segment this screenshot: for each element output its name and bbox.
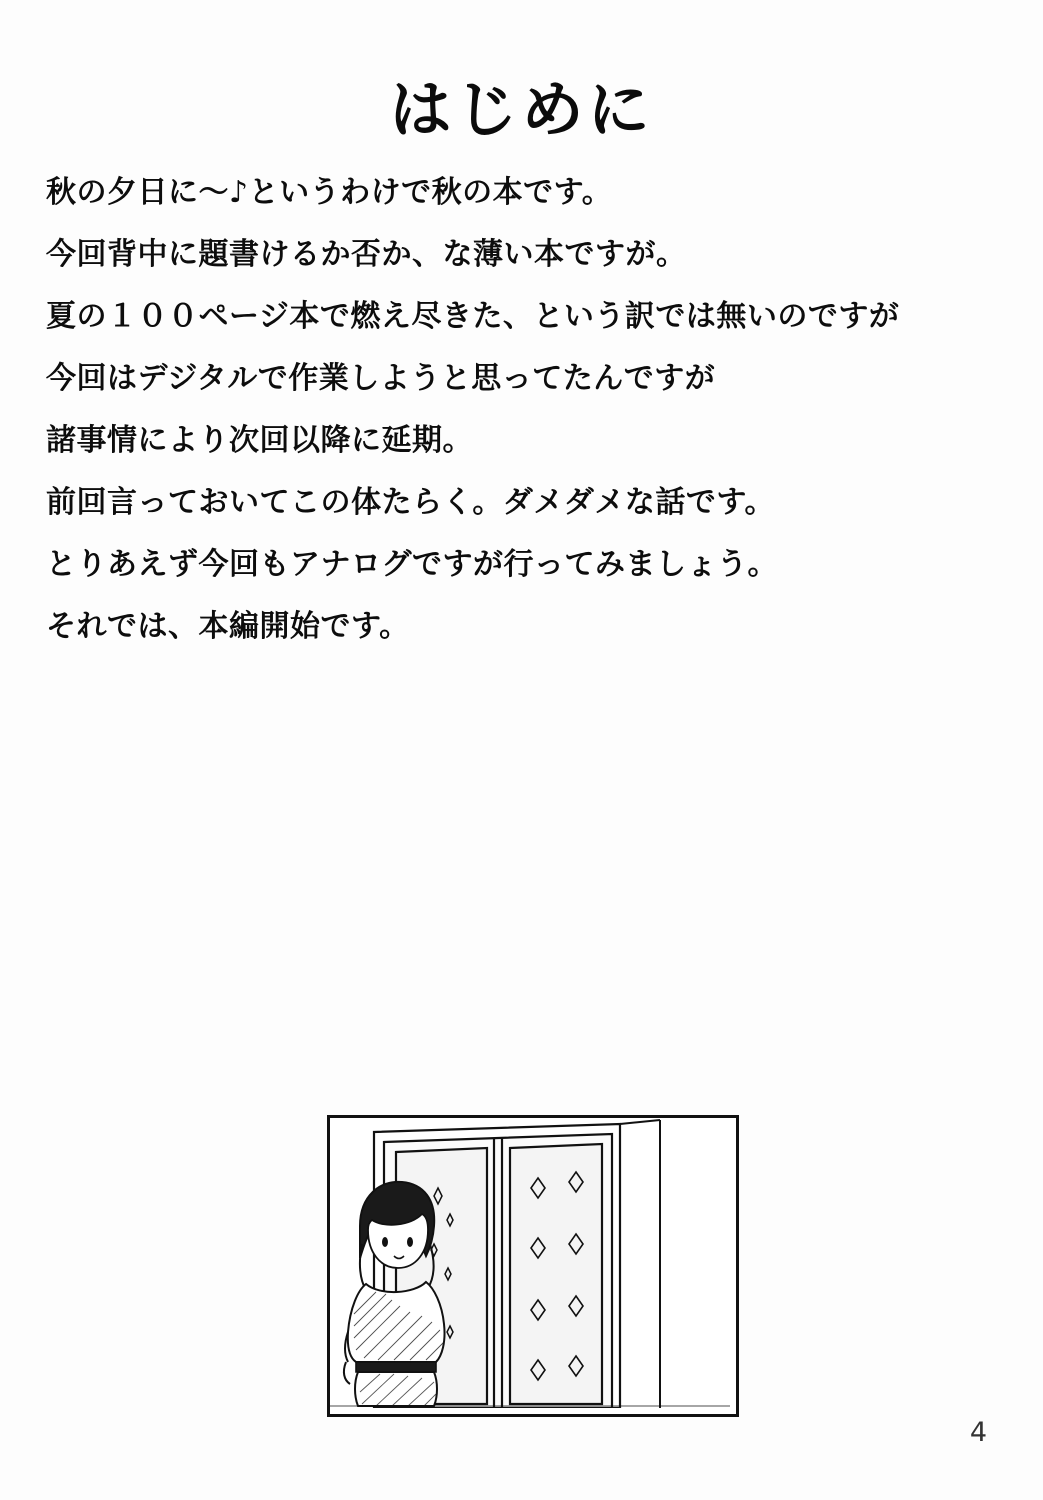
illustration-drawing	[330, 1118, 730, 1408]
illustration-frame	[327, 1115, 739, 1417]
paragraph-4: 今回はデジタルで作業しようと思ってたんですが	[46, 361, 716, 396]
page-title: はじめに	[389, 73, 654, 146]
paragraph-1: 秋の夕日に〜♪というわけで秋の本です。	[46, 175, 613, 210]
body-text	[46, 175, 976, 674]
paragraph-2: 今回背中に題書けるか否か、な薄い本ですが。	[46, 237, 687, 272]
paragraph-6: 前回言っておいてこの体たらく。ダメダメな話です。	[46, 485, 775, 520]
paragraph-5: 諸事情により次回以降に延期。	[46, 423, 473, 458]
page-number: 4	[969, 1417, 987, 1448]
paragraph-3: 夏の１００ページ本で燃え尽きた、という訳では無いのですが	[46, 299, 900, 334]
paragraph-7: とりあえず今回もアナログですが行ってみましょう。	[46, 547, 778, 582]
paragraph-8: それでは、本編開始です。	[46, 609, 410, 644]
